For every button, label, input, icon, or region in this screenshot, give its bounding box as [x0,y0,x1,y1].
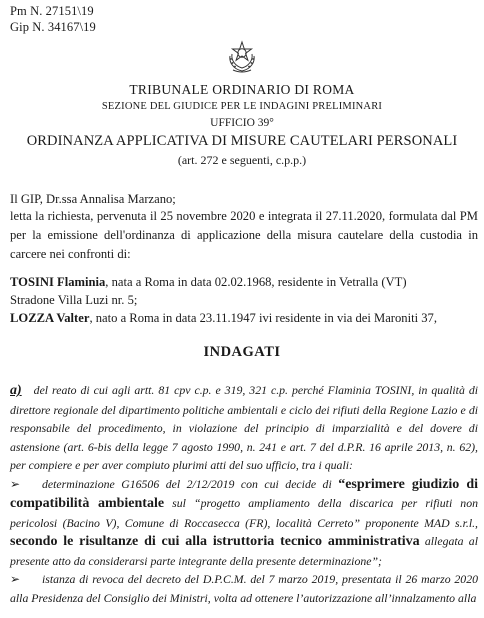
pm-reference: Pm N. 27151\19 [10,4,94,18]
person-lozza-name: LOZZA Valter [10,311,90,325]
item1-bold-1: “esprimere giudizio di compatibilità ambientale [10,476,479,511]
charge-item-1 [10,475,478,571]
item2-text: istanza di revoca del decreto del D.P.C.M. del 7 marzo 2019, presentata il 26 marzo 2020 alla Presidenza del Consiglio dei Ministri, volta ad ottenere l’autorizzazione all’innalzamento alla [10,572,478,605]
court-office: UFFICIO 39° [210,117,274,129]
charge-a-intro-paragraph [10,381,478,475]
person-lozza [10,309,478,327]
indagati-heading: INDAGATI [203,344,281,360]
item1-pre: determinazione G16506 del 2/12/2019 con cui decide di [42,476,339,491]
person-tosini [10,273,478,291]
charge-a [10,381,478,607]
italian-republic-emblem-icon [226,40,258,74]
document-title: ORDINANZA APPLICATIVA DI MISURE CAUTELARI PERSONALI [26,133,458,149]
person-tosini-details: , nata a Roma in data 02.02.1968, residente in Vetralla (VT) [105,275,407,289]
person-tosini-name: TOSINI Flaminia [10,275,106,289]
law-reference: (art. 272 e seguenti, c.p.p.) [177,153,307,167]
item1-post: allegata al presente atto da considerarsi parte integrante della presente determinazione”; [10,534,478,568]
person-tosini-address: Stradone Villa Luzi nr. 5; [10,293,138,307]
charge-letter: a) [10,383,22,398]
item1-mid: sul “progetto ampliamento della discarica per rifiuti non pericolosi (Bacino V), Comune di Roccasecca (FR), località Cerreto” proponente MAD s.r.l., [10,496,478,530]
arrow-bullet-icon: ➢ [10,476,20,491]
arrow-bullet-icon: ➢ [10,572,20,586]
item1-bold-2: secondo le risultanze di cui alla istruttoria tecnico amministrativa [10,534,420,549]
gip-statement: Il GIP, Dr.ssa Annalisa Marzano; [10,192,176,206]
gip-reference: Gip N. 34167\19 [10,20,96,34]
charge-item-2 [10,570,478,607]
person-lozza-details: , nato a Roma in data 23.11.1947 ivi residente in via dei Maroniti 37, [89,311,437,325]
court-section: SEZIONE DEL GIUDICE PER LE INDAGINI PRELIMINARI [101,101,383,112]
request-paragraph: letta la richiesta, pervenuta il 25 novembre 2020 e integrata il 27.11.2020, formulata dal PM per la emissione dell'ordinanza di applicazione della misura cautelare della custodia in carcere nei confronti di: [10,209,478,261]
charge-a-intro: del reato di cui agli artt. 81 cpv c.p. e 319, 321 c.p. perché Flaminia TOSINI, in qualità di direttore regionale del dipartimento politiche ambientali e ciclo dei rifiuti della Regione Lazio e di responsabile del procedimento, in violazione del principio di imparzialità e del dovere di astensione (art. 6-bis della legge 7 agosto 1990, n. 241 e art. 7 del d.P.R. 16 aprile 2013, n. 62), per compiere e per aver compiuto plurimi atti del suo ufficio, tra i quali: [10,383,478,472]
court-name: TRIBUNALE ORDINARIO DI ROMA [129,82,355,97]
